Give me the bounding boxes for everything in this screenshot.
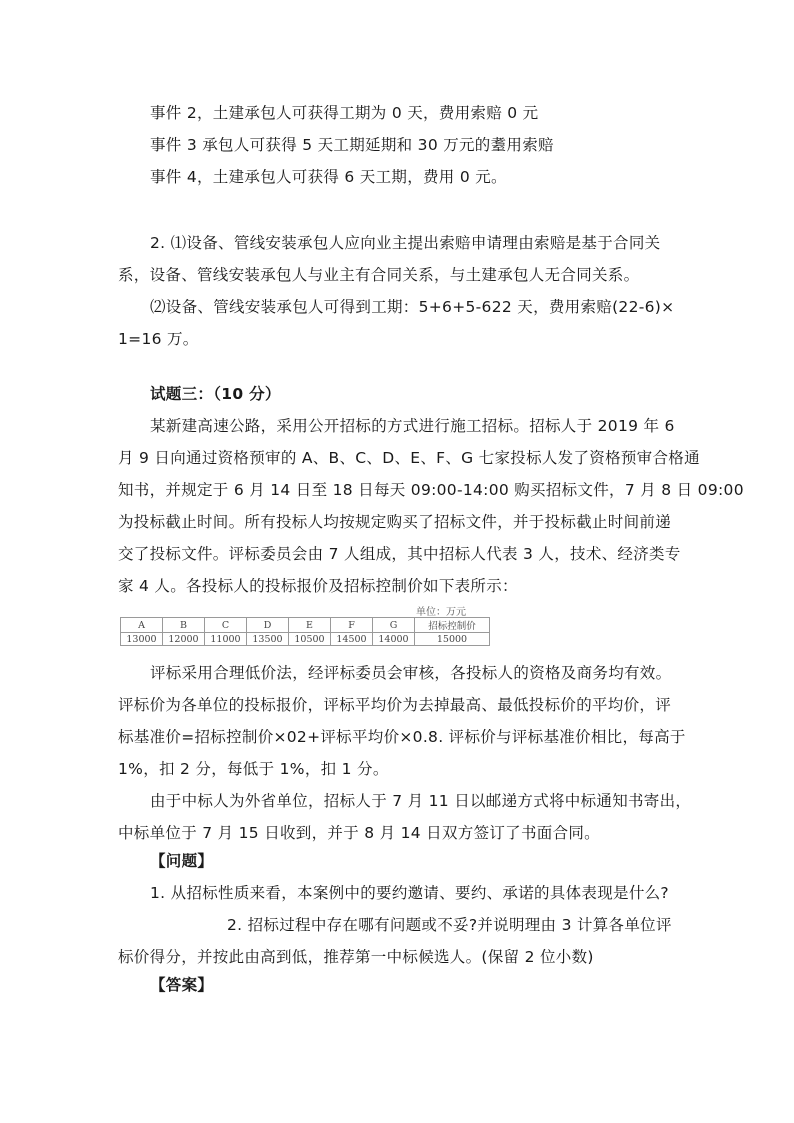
q3-para1-line: 月 9 日向通过资格预审的 A、B、C、D、E、F、G 七家投标人发了资格预审合格通 <box>118 449 700 467</box>
table-cell: 14000 <box>373 633 415 646</box>
question-item: 1. 从招标性质来看，本案例中的要约邀请、要约、承诺的具体表现是什么? <box>150 884 669 902</box>
answer-event-3: 事件 3 承包人可获得 5 天工期延期和 30 万元的耋用索赔 <box>150 136 554 154</box>
table-header-row <box>121 618 490 633</box>
table-cell: 12000 <box>163 633 205 646</box>
q3-para1-line: 某新建高速公路，采用公开招标的方式进行施工招标。招标人于 2019 年 6 <box>150 417 675 435</box>
q3-para1-line: 为投标截止时间。所有投标人均按规定购买了招标文件，并于投标截止时间前递 <box>118 513 672 531</box>
answer-q2-1-line-2: 系，设备、管线安装承包人与业主有合同关系，与土建承包人无合同关系。 <box>118 266 640 284</box>
bid-price-table <box>120 617 490 646</box>
q3-para2-line: 标基准价=招标控制价×02+评标平均价×0.8. 评标价与评标基准价相比，每高于 <box>118 728 686 746</box>
q3-para2-line: 评标价为各单位的投标报价，评标平均价为去掉最高、最低投标价的平均价，评 <box>118 696 672 714</box>
table-cell: 11000 <box>205 633 247 646</box>
q3-para3-line: 中标单位于 7 月 15 日收到，并于 8 月 14 日双方签订了书面合同。 <box>118 824 600 842</box>
answer-event-4: 事件 4，土建承包人可获得 6 天工期，费用 0 元。 <box>150 168 507 186</box>
table-cell: 10500 <box>289 633 331 646</box>
table-row <box>121 633 490 646</box>
question-3-heading: 试题三：（10 分） <box>150 385 281 403</box>
answer-q2-2-line-2: 1=16 万。 <box>118 330 199 348</box>
q3-para2-line: 评标采用合理低价法，经评标委员会审核，各投标人的资格及商务均有效。 <box>150 664 672 682</box>
table-header-cell: 招标控制价 <box>415 618 490 633</box>
table-header-cell: A <box>121 618 163 633</box>
table-header-cell: G <box>373 618 415 633</box>
answer-q2-2-line-1: ⑵设备、管线安装承包人可得到工期：5+6+5-622 天，费用索赔(22-6)× <box>150 298 675 316</box>
q3-para1-line: 交了投标文件。评标委员会由 7 人组成，其中招标人代表 3 人，技术、经济类专 <box>118 545 681 563</box>
table-cell: 13000 <box>121 633 163 646</box>
table-unit-label: 单位：万元 <box>416 607 466 618</box>
table-cell: 15000 <box>415 633 490 646</box>
table-header-cell: C <box>205 618 247 633</box>
q3-para1-line: 家 4 人。各投标人的投标报价及招标控制价如下表所示： <box>118 577 518 595</box>
table-header-cell: D <box>247 618 289 633</box>
answer-heading: 【答案】 <box>150 976 214 994</box>
q3-para2-line: 1%，扣 2 分，每低于 1%，扣 1 分。 <box>118 760 389 778</box>
answer-q2-1-line-1: 2. ⑴设备、管线安装承包人应向业主提出索赔申请理由索赔是基于合同关 <box>150 234 661 252</box>
question-item: 标价得分，并按此由高到低，推荐第一中标候选人。(保留 2 位小数) <box>118 948 594 966</box>
q3-para1-line: 知书，并规定于 6 月 14 日至 18 日每天 09:00-14:00 购买招标文件，7 月 8 日 09:00 <box>118 481 744 499</box>
table-header-cell: B <box>163 618 205 633</box>
questions-heading: 【问题】 <box>150 852 214 870</box>
table-header-cell: E <box>289 618 331 633</box>
table-header-cell: F <box>331 618 373 633</box>
question-item: 2. 招标过程中存在哪有问题或不妥?并说明理由 3 计算各单位评 <box>227 916 672 934</box>
table-cell: 14500 <box>331 633 373 646</box>
answer-event-2: 事件 2，土建承包人可获得工期为 0 天，费用索赔 0 元 <box>150 104 539 122</box>
table-cell: 13500 <box>247 633 289 646</box>
q3-para3-line: 由于中标人为外省单位，招标人于 7 月 11 日以邮递方式将中标通知书寄出， <box>150 792 692 810</box>
